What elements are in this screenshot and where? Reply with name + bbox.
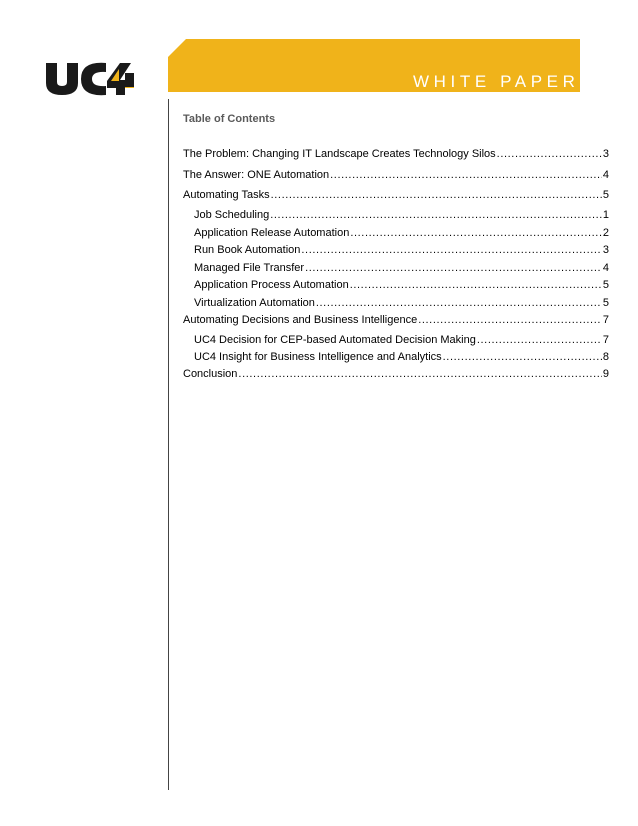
toc-subentry[interactable] (194, 261, 609, 275)
toc-entry-page: 7 (602, 314, 609, 326)
toc-leader (330, 169, 602, 182)
white-paper-label: WHITE PAPER (413, 72, 580, 91)
uc4-logo (44, 62, 134, 96)
toc-entry-page: 4 (602, 262, 609, 274)
toc-leader (497, 148, 602, 161)
toc-leader (238, 368, 601, 381)
toc-entry[interactable] (183, 168, 609, 182)
toc-entry-title: Virtualization Automation (194, 297, 315, 309)
toc-entry[interactable] (183, 147, 609, 161)
toc-entry-page: 3 (602, 148, 609, 160)
toc-entry-page: 5 (602, 297, 609, 309)
toc-entry-title: Job Scheduling (194, 209, 270, 221)
toc-entry-title: Automating Tasks (183, 189, 270, 201)
toc-entry-title: Application Release Automation (194, 227, 350, 239)
toc-leader (305, 262, 602, 275)
toc-leader (270, 209, 602, 222)
toc-entry-title: UC4 Decision for CEP-based Automated Decision Making (194, 334, 476, 346)
toc-entry[interactable] (183, 188, 609, 202)
toc-entry-title: Conclusion (183, 368, 238, 380)
toc-subentry[interactable] (194, 208, 609, 222)
toc-entry-title: Automating Decisions and Business Intelligence (183, 314, 418, 326)
toc-subentry[interactable] (194, 226, 609, 240)
toc-subentry[interactable] (194, 278, 609, 292)
toc-leader (350, 279, 602, 292)
toc-leader (316, 297, 602, 310)
toc-entry-page: 3 (602, 244, 609, 256)
toc-entry-page: 8 (602, 351, 609, 363)
toc-entry-page: 5 (602, 279, 609, 291)
toc-leader (350, 227, 602, 240)
toc-entry-page: 1 (602, 209, 609, 221)
toc-leader (443, 351, 602, 364)
toc-subentry[interactable] (194, 333, 609, 347)
toc-entry-page: 4 (602, 169, 609, 181)
toc-entry-page: 7 (602, 334, 609, 346)
toc-entry-title: Run Book Automation (194, 244, 301, 256)
toc-entry-title: Application Process Automation (194, 279, 349, 291)
toc-subentry[interactable] (194, 243, 609, 257)
toc-leader (418, 314, 602, 327)
toc-heading: Table of Contents (183, 113, 276, 125)
toc-leader (477, 334, 602, 347)
toc-entry-title: The Answer: ONE Automation (183, 169, 330, 181)
toc-leader (271, 189, 602, 202)
toc-entry-title: Managed File Transfer (194, 262, 305, 274)
toc-entry-title: UC4 Insight for Business Intelligence and Analytics (194, 351, 442, 363)
toc-entry[interactable] (183, 313, 609, 327)
toc-entry-page: 5 (602, 189, 609, 201)
toc-entry-page: 9 (602, 368, 609, 380)
toc-leader (301, 244, 601, 257)
toc-entry-title: The Problem: Changing IT Landscape Creates Technology Silos (183, 148, 496, 160)
margin-rule (168, 99, 169, 790)
toc-subentry[interactable] (194, 296, 609, 310)
toc-subentry[interactable] (194, 350, 609, 364)
toc-entry[interactable] (183, 367, 609, 381)
toc-entry-page: 2 (602, 227, 609, 239)
